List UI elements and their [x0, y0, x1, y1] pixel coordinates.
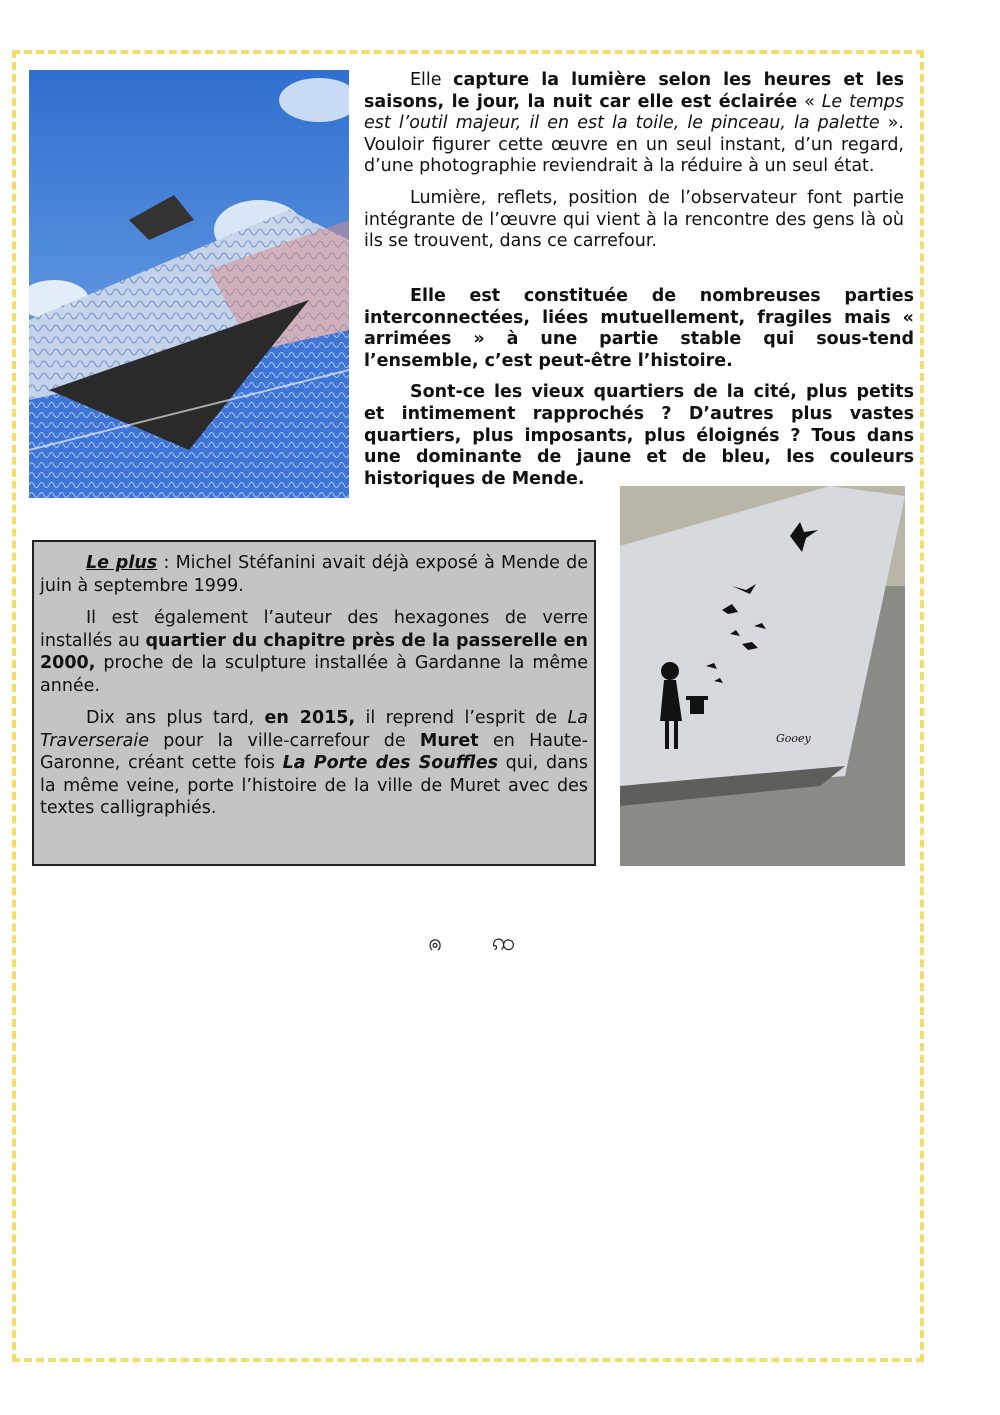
paragraph-quarters: Sont-ce les vieux quartiers de la cité, plus petits et intimement rapprochés ? D’autres plus vastes quartiers, plus imposants, plus éloignés ? Tous dans une dominante de jaune et de bleu, les couleurs historiques de Mende.: [364, 382, 914, 489]
sculpture-photo: [29, 70, 349, 498]
paragraph-parts: Elle est constituée de nombreuses parties interconnectées, liées mutuellement, fragiles mais « arrimées » à une partie stable qui sous-tend l’ensemble, c’est peut-être l’histoire.: [364, 286, 914, 371]
paragraph-light: Elle capture la lumière selon les heures et les saisons, le jour, la nuit car elle est éclairée « Le temps est l’outil majeur, il en est la toile, le pinceau, la palette ». Vouloir figurer cette œuvre en un seul instant, d’un regard, d’une photographie reviendrait à la réduire à un seul état.: [364, 70, 904, 177]
le-plus-box: [32, 540, 596, 866]
ornament-left-icon: ၐ: [428, 928, 442, 956]
bold-column: [364, 286, 914, 500]
stencil-photo: [620, 486, 905, 866]
box-paragraph-3: Dix ans plus tard, en 2015, il reprend l’esprit de La Traverseraie pour la ville-carrefour de Muret en Haute-Garonne, créant cette fois La Porte des Souffles qui, dans la même veine, porte l’histoire de la ville de Muret avec des textes calligraphiés.: [40, 708, 589, 818]
paragraph-reflections: Lumière, reflets, position de l’observateur font partie intégrante de l’œuvre qui vient à la rencontre des gens là où ils se trouvent, dans ce carrefour.: [364, 187, 904, 252]
stencil-signature: Gooey: [776, 732, 811, 745]
box-paragraph-1: Le plus : Michel Stéfanini avait déjà exposé à Mende de juin à septembre 1999.: [40, 553, 589, 596]
ornament-right-icon: ꩡ: [492, 928, 516, 956]
box-paragraph-2: Il est également l’auteur des hexagones de verre installés au quartier du chapitre près de la passerelle en 2000, proche de la sculpture installée à Gardanne la même année.: [40, 608, 588, 696]
intro-column: [364, 70, 904, 263]
le-plus-label: Le plus: [86, 553, 158, 573]
